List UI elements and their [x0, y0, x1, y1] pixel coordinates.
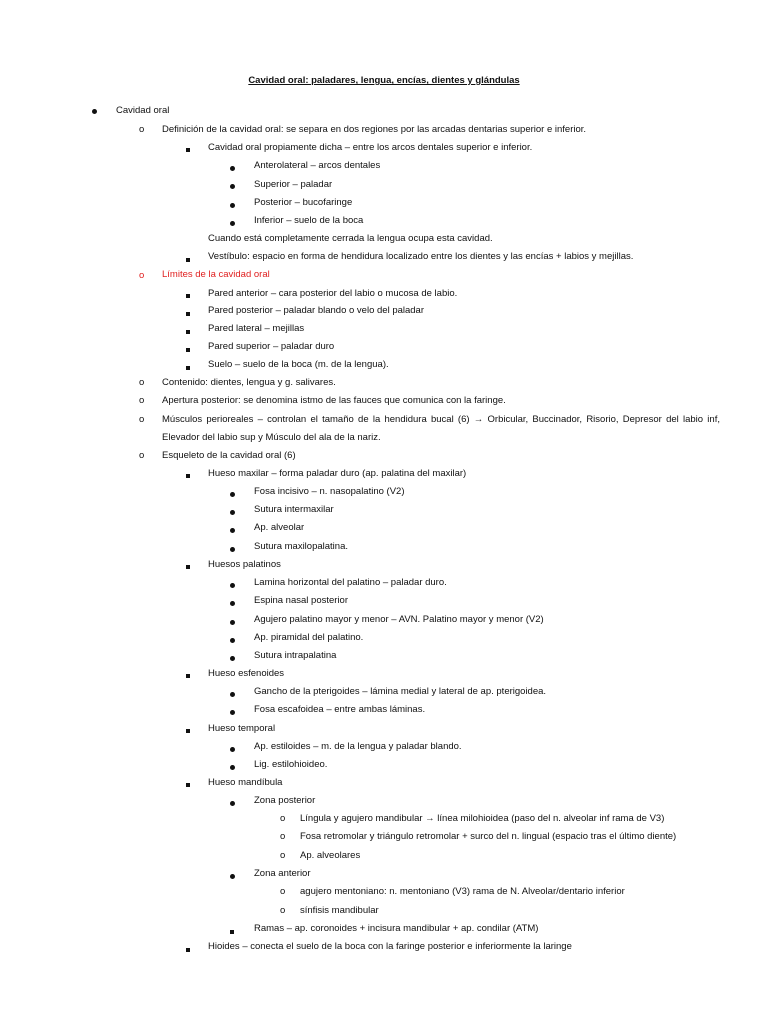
- list-item: agujero mentoniano: n. mentoniano (V3) rama de N. Alveolar/dentario inferior: [300, 886, 625, 897]
- bullet-dot-icon: [230, 181, 235, 193]
- square-bullet-icon: [186, 144, 190, 156]
- list-item: Agujero palatino mayor y menor – AVN. Palatino mayor y menor (V2): [254, 614, 544, 625]
- list-item: Pared posterior – paladar blando o velo del paladar: [208, 305, 425, 316]
- list-item: Posterior – bucofaringe: [254, 197, 353, 208]
- bullet-dot-icon: [230, 871, 235, 883]
- list-item: Vestíbulo: espacio en forma de hendidura localizado entre los dientes y las encías + labios y mejillas.: [208, 251, 634, 262]
- circle-bullet-icon: o: [280, 886, 286, 897]
- bullet-dot-icon: [230, 507, 235, 519]
- circle-bullet-icon: o: [280, 813, 286, 824]
- square-bullet-icon: [186, 326, 190, 338]
- bullet-dot-icon: [230, 163, 235, 175]
- list-item: sínfisis mandibular: [300, 905, 379, 916]
- bullet-dot-icon: [230, 200, 235, 212]
- list-item: Ap. alveolares: [300, 850, 361, 861]
- square-bullet-icon: [186, 344, 190, 356]
- bullet-dot-icon: [230, 489, 235, 501]
- bullet-dot-icon: [230, 580, 235, 592]
- bullet-dot-icon: [230, 707, 235, 719]
- list-item: Esqueleto de la cavidad oral (6): [162, 450, 296, 461]
- list-item: Inferior – suelo de la boca: [254, 215, 364, 226]
- list-item: Hueso maxilar – forma paladar duro (ap. palatina del maxilar): [208, 468, 467, 479]
- bullet-dot-icon: [230, 653, 235, 665]
- circle-bullet-icon: o: [139, 270, 145, 281]
- list-item: Sutura intermaxilar: [254, 504, 334, 515]
- square-bullet-icon: [186, 944, 190, 956]
- bullet-dot-icon: [230, 525, 235, 537]
- circle-bullet-icon: o: [280, 831, 286, 842]
- square-bullet-icon: [186, 725, 190, 737]
- list-item: Pared anterior – cara posterior del labio o mucosa de labio.: [208, 288, 458, 299]
- list-item: Músculos perioreales – controlan el tamaño de la hendidura bucal (6) → Orbicular, Buccinador, Risorio, Depresor del labio inf,: [162, 414, 720, 425]
- bullet-dot-icon: [230, 617, 235, 629]
- bullet-dot-icon: [230, 744, 235, 756]
- list-item: Gancho de la pterigoides – lámina medial y lateral de ap. pterigoidea.: [254, 686, 547, 697]
- list-item: Hueso mandíbula: [208, 777, 283, 788]
- bullet-dot-icon: [230, 218, 235, 230]
- square-bullet-icon: [186, 254, 190, 266]
- circle-bullet-icon: o: [139, 450, 145, 461]
- square-bullet-icon: [230, 926, 234, 938]
- bullet-dot-icon: [230, 798, 235, 810]
- circle-bullet-icon: o: [139, 377, 145, 388]
- list-item: Sutura maxilopalatina.: [254, 541, 348, 552]
- list-item-continuation: Elevador del labio sup y Músculo del ala de la nariz.: [162, 432, 381, 443]
- list-item: Espina nasal posterior: [254, 595, 348, 606]
- square-bullet-icon: [186, 308, 190, 320]
- list-item: Ramas – ap. coronoides + incisura mandibular + ap. condilar (ATM): [254, 923, 539, 934]
- bullet-dot-icon: [230, 762, 235, 774]
- bullet-dot-icon: [230, 689, 235, 701]
- list-item: Cavidad oral: [116, 105, 170, 116]
- circle-bullet-icon: o: [139, 395, 145, 406]
- circle-bullet-icon: o: [139, 124, 145, 135]
- list-item: Apertura posterior: se denomina istmo de las fauces que comunica con la faringe.: [162, 395, 506, 406]
- list-item: Ap. piramidal del palatino.: [254, 632, 364, 643]
- list-item: Fosa retromolar y triángulo retromolar + surco del n. lingual (espacio tras el último diente): [300, 831, 677, 842]
- list-item: Anterolateral – arcos dentales: [254, 160, 381, 171]
- list-item: Língula y agujero mandibular → línea milohioidea (paso del n. alveolar inf rama de V3): [300, 813, 665, 824]
- square-bullet-icon: [186, 779, 190, 791]
- bullet-dot-icon: [230, 635, 235, 647]
- circle-bullet-icon: o: [280, 850, 286, 861]
- bullet-dot-icon: [230, 598, 235, 610]
- square-bullet-icon: [186, 470, 190, 482]
- page-title: Cavidad oral: paladares, lengua, encías, dientes y glándulas: [248, 75, 520, 86]
- list-item: Pared superior – paladar duro: [208, 341, 335, 352]
- list-item: Lig. estilohioideo.: [254, 759, 328, 770]
- list-item: Pared lateral – mejillas: [208, 323, 305, 334]
- list-item: Hioides – conecta el suelo de la boca con la faringe posterior e inferiormente la laringe: [208, 941, 572, 952]
- square-bullet-icon: [186, 561, 190, 573]
- list-item: Cavidad oral propiamente dicha – entre los arcos dentales superior e inferior.: [208, 142, 533, 153]
- square-bullet-icon: [186, 290, 190, 302]
- square-bullet-icon: [186, 670, 190, 682]
- list-item: Zona posterior: [254, 795, 316, 806]
- circle-bullet-icon: o: [280, 905, 286, 916]
- bullet-dot-icon: [230, 544, 235, 556]
- section-heading: Límites de la cavidad oral: [162, 269, 270, 280]
- circle-bullet-icon: o: [139, 414, 145, 425]
- square-bullet-icon: [186, 362, 190, 374]
- list-item: Fosa escafoidea – entre ambas láminas.: [254, 704, 426, 715]
- list-item: Contenido: dientes, lengua y g. salivares.: [162, 377, 336, 388]
- list-item: Ap. estiloides – m. de la lengua y paladar blando.: [254, 741, 462, 752]
- list-item: Suelo – suelo de la boca (m. de la lengua).: [208, 359, 389, 370]
- paragraph: Cuando está completamente cerrada la lengua ocupa esta cavidad.: [208, 233, 493, 244]
- bullet-dot-icon: [92, 106, 97, 118]
- list-item: Sutura intrapalatina: [254, 650, 337, 661]
- list-item: Definición de la cavidad oral: se separa en dos regiones por las arcadas dentarias superior e inferior.: [162, 124, 587, 135]
- list-item: Lamina horizontal del palatino – paladar duro.: [254, 577, 447, 588]
- list-item: Zona anterior: [254, 868, 311, 879]
- list-item: Hueso temporal: [208, 723, 276, 734]
- list-item: Superior – paladar: [254, 179, 333, 190]
- list-item: Hueso esfenoides: [208, 668, 285, 679]
- list-item: Fosa incisivo – n. nasopalatino (V2): [254, 486, 405, 497]
- list-item: Huesos palatinos: [208, 559, 281, 570]
- list-item: Ap. alveolar: [254, 522, 305, 533]
